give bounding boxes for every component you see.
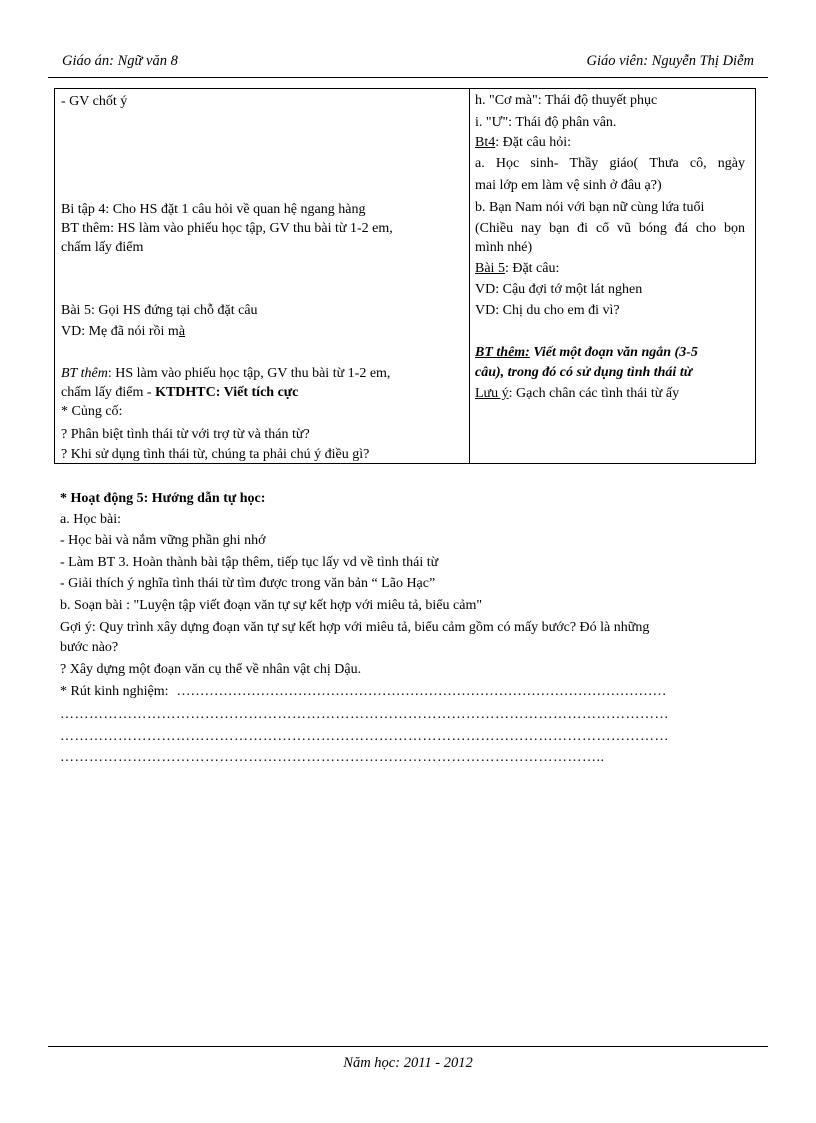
left-bt-them2-rest: : HS làm vào phiếu học tập, GV thu bài từ 1-2 em,	[107, 366, 391, 381]
left-bt-them1-line2: chấm lấy điểm	[61, 240, 144, 255]
header-left: Giáo án: Ngữ văn 8	[62, 53, 178, 69]
lesson-table	[54, 88, 756, 464]
right-b-word: (Chiều	[475, 221, 514, 236]
right-vd2: VD: Chị du cho em đi vì?	[475, 303, 620, 318]
left-bt-them2-label: BT thêm	[61, 366, 108, 381]
right-a-word: cô,	[689, 156, 707, 171]
right-a-word: a.	[475, 156, 485, 171]
right-b-word: đi	[577, 221, 589, 236]
footer-divider	[48, 1046, 768, 1047]
right-b-line2	[475, 220, 745, 238]
right-bt-them-label: BT thêm:	[475, 345, 530, 360]
right-b-line3: mình nhé)	[475, 240, 533, 255]
left-vd	[61, 323, 185, 341]
left-vd-underlined: à	[178, 324, 186, 339]
left-gv-chot: - GV chốt ý	[61, 94, 128, 109]
left-vd-text: VD: Mẹ đã nói rồi m	[61, 324, 179, 339]
right-b-line1: b. Bạn Nam nói với bạn nữ cùng lứa tuổi	[475, 200, 705, 215]
left-cung-co: * Củng cố:	[61, 404, 123, 419]
header-divider	[48, 77, 768, 78]
left-bt-them2-line2-prefix: chấm lấy điểm -	[61, 385, 156, 400]
left-bt-them2-line1	[61, 365, 390, 383]
left-question-1: ? Phân biệt tình thái từ với trợ từ và thán từ?	[61, 427, 310, 442]
right-b-word: bọn	[723, 221, 745, 236]
right-a-word: Thưa	[649, 156, 679, 171]
right-b-word: vũ	[617, 221, 632, 236]
section-question: ? Xây dựng một đoạn văn cụ thể về nhân vật chị Dậu.	[60, 662, 362, 677]
left-ktdhtc: KTDHTC: Viết tích cực	[155, 385, 299, 400]
right-b-word: cho	[695, 221, 717, 236]
right-bai5-label: Bài 5	[475, 261, 505, 276]
right-a-word: sinh-	[530, 156, 559, 171]
header-right: Giáo viên: Nguyễn Thị Diễm	[586, 53, 754, 69]
table-column-divider	[469, 89, 470, 463]
section-goi-y-2: bước nào?	[60, 640, 119, 655]
section-a1: - Học bài và nắm vững phần ghi nhớ	[60, 533, 266, 548]
section-rut-kinh-nghiem	[60, 683, 667, 701]
left-bt-them2-line2	[61, 384, 298, 402]
section-dots-line-4: …………………………………………………………………………………………………..	[60, 750, 605, 765]
section-dots-line-2: ………………………………………………………………………………………………………………	[60, 707, 669, 722]
footer-school-year: Năm học: 2011 - 2012	[343, 1055, 473, 1071]
right-b-word: cổ	[595, 221, 610, 236]
section-dots-line-3: ………………………………………………………………………………………………………………	[60, 729, 669, 744]
right-a-word: Học	[495, 156, 520, 171]
right-h: h. "Cơ mà": Thái độ thuyết phục	[475, 93, 658, 108]
left-bai5: Bài 5: Gọi HS đứng tại chỗ đặt câu	[61, 303, 258, 318]
section-title: * Hoạt động 5: Hướng dẫn tự học:	[60, 491, 266, 506]
right-a-line1	[475, 155, 745, 173]
right-luu-y-rest: : Gạch chân các tình thái từ ấy	[508, 386, 680, 401]
right-bt4-label: Bt4	[475, 135, 496, 150]
right-bt-them-line2: câu), trong đó có sử dụng tình thái từ	[475, 365, 693, 380]
right-i: i. "Ư": Thái độ phân vân.	[475, 115, 617, 130]
right-a-word: ngày	[717, 156, 745, 171]
right-b-word: bóng	[638, 221, 667, 236]
right-a-line2: mai lớp em làm vệ sinh ở đâu ạ?)	[475, 178, 662, 193]
right-a-word: Thầy	[569, 156, 599, 171]
right-bt4-rest: : Đặt câu hỏi:	[495, 135, 572, 150]
right-bt4	[475, 134, 571, 152]
section-b: b. Soạn bài : "Luyện tập viết đoạn văn tự sự kết hợp với miêu tả, biểu cảm"	[60, 598, 483, 613]
right-luu-y	[475, 385, 679, 403]
right-a-word: giáo(	[609, 156, 639, 171]
right-luu-y-label: Lưu ý	[475, 386, 509, 401]
right-b-word: bạn	[549, 221, 570, 236]
section-a: a. Học bài:	[60, 512, 122, 527]
section-a3: - Giải thích ý nghĩa tình thái từ tìm được trong văn bản “ Lão Hạc”	[60, 576, 436, 591]
left-bt-them1-line1: BT thêm: HS làm vào phiếu học tập, GV thu bài từ 1-2 em,	[61, 221, 393, 236]
section-goi-y-1: Gợi ý: Quy trình xây dựng đoạn văn tự sự kết hợp với miêu tả, biểu cảm gồm có mấy bước? Đó là những	[60, 620, 650, 635]
right-b-word: nay	[520, 221, 542, 236]
section-a2: - Làm BT 3. Hoàn thành bài tập thêm, tiếp tục lấy vd về tình thái từ	[60, 555, 439, 570]
right-bai5	[475, 260, 559, 278]
left-question-2: ? Khi sử dụng tình thái từ, chúng ta phải chú ý điều gì?	[61, 447, 370, 462]
right-b-word: đá	[674, 221, 688, 236]
rut-kinh-nghiem-label: * Rút kinh nghiệm:	[60, 684, 169, 699]
right-bt-them-line1	[475, 344, 698, 362]
rut-kinh-nghiem-dots: ……………………………………………………………………………………………	[176, 684, 667, 699]
right-bt-them-rest: Viết một đoạn văn ngắn (3-5	[529, 345, 698, 360]
right-vd1: VD: Cậu đợi tớ một lát nghen	[475, 282, 643, 297]
right-bai5-rest: : Đặt câu:	[504, 261, 560, 276]
left-bt4: Bi tập 4: Cho HS đặt 1 câu hỏi về quan hệ ngang hàng	[61, 202, 366, 217]
